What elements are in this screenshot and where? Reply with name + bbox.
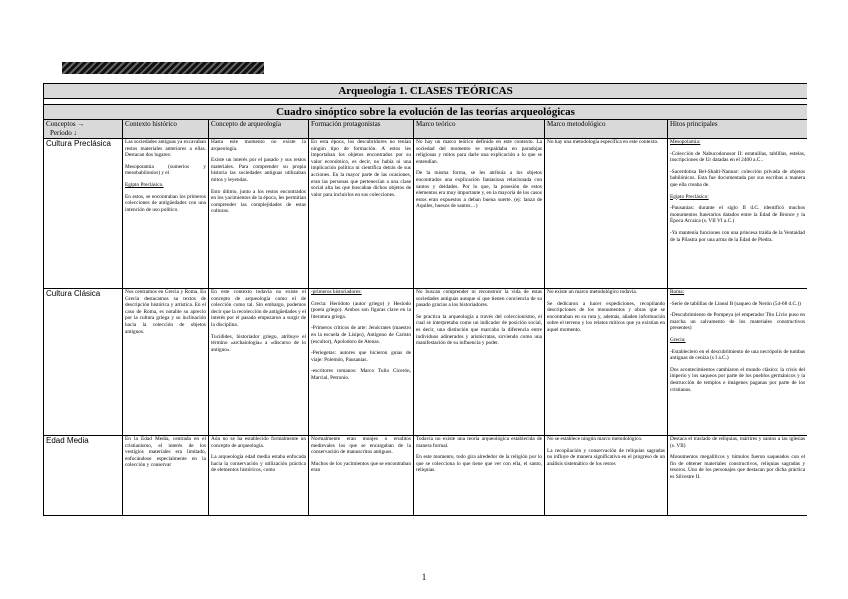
- cell-paragraph: La recopilación y conservación de reliquias sagradas no influye de manera significativa en el progreso de un análisis sistemático de los restos: [547, 447, 665, 467]
- conceptos-label: Conceptos →: [46, 120, 85, 128]
- cell-paragraph: No buscan comprender ni reconstruir la vida de estas sociedades antiguas aunque sí que tienen conciencia de su pasado gracias a los historiadores.: [416, 289, 542, 309]
- table-cell: [545, 289, 668, 436]
- column-header: Marco teórico: [414, 120, 545, 139]
- table-cell: [414, 139, 545, 289]
- cell-paragraph: Muchos de los yacimientos que se encontraban eran: [311, 460, 411, 474]
- cell-paragraph: Destaca el traslado de reliquias, mártires y santos a las iglesias (s. VII): [670, 436, 806, 449]
- cell-paragraph: -Ya mantenía funciones con una princesa traída de la Ventaidad de la Pilastra por una arma de la Edad de Piedra.: [670, 229, 806, 243]
- table-cell: [123, 139, 209, 289]
- page-number: 1: [421, 572, 427, 582]
- table-cell: [309, 289, 414, 436]
- table-cell: [668, 289, 808, 436]
- table-cell: [545, 139, 668, 289]
- table-subtitle: Cuadro sinóptico sobre la evolución de las teorías arqueológicas: [44, 105, 808, 120]
- cell-paragraph: -Descubrimiento de Pompeya (el emperador Tito Livio puso en marcha un salvamento de los materiales constructivos presentes): [670, 312, 806, 332]
- table-cell: [545, 436, 668, 516]
- corner-header: [44, 120, 123, 139]
- cell-paragraph: -Primeros críticos de arte: Jenócrates (maestro en la escuela de Lisipo), Antígono de Caristo (escultor), Apolodoro de Atenas.: [311, 325, 411, 345]
- cell-paragraph: Normalmente eran monjes o eruditos medievales los que se encargaban de la conservación de manuscritos antiguos.: [311, 436, 411, 456]
- table-cell: [309, 436, 414, 516]
- cell-paragraph: Esto último, junto a los restos encontrados en los yacimientos de la época, les permitían comprender las complejidades de estas culturas.: [211, 188, 306, 215]
- cell-paragraph: Se practica la arqueología a través del coleccionismo, el cual se interpretaba como un indicador de posición social, es decir, una distinción que marcaba la diferencia entre individuos adinerados y aristócratas, sirviendo como una manifestación de su influencia y poder.: [416, 313, 542, 347]
- cell-paragraph: Mesopotamia:: [670, 139, 701, 145]
- table-cell: [209, 139, 309, 289]
- cell-paragraph: No hay una metodología específica en este contexto.: [547, 139, 659, 145]
- cell-paragraph: -primeros historiadores:: [311, 289, 362, 295]
- table-cell: [668, 436, 808, 516]
- period-label: Cultura Clásica: [44, 289, 123, 436]
- cell-paragraph: La arqueología edad media estaba enfocada hacia la conservación y utilización práctica de elementos históricos, como: [211, 454, 306, 474]
- cell-paragraph: -escritores romanos: Marco Tulio Cicerón, Marcial, Petronio.: [311, 368, 411, 381]
- cell-paragraph: No hay un marco teórico definido en este contexto. La sociedad del momento se respaldaba en paradojas religiosas y mitos para darle una explicación a lo que se entendían.: [416, 139, 542, 165]
- cell-paragraph: No existe un marco metodológico todavía.: [547, 289, 638, 295]
- column-header: Marco metodológico: [545, 120, 668, 139]
- periodo-label: Período ↓: [50, 129, 78, 137]
- table-cell: [414, 436, 545, 516]
- column-header: Formación protagonistas: [309, 120, 414, 139]
- table-cell: [209, 289, 309, 436]
- column-header-row: [44, 120, 808, 139]
- document-title: Arqueología 1. CLASES TEÓRICAS: [44, 84, 808, 99]
- cell-paragraph: Egipto Preclásico.: [125, 181, 164, 188]
- cell-paragraph: Dos acontecimientos cambiaron el mundo clásico: la crisis del imperio y los saqueos por parte de los pueblos germánicos y la destrucción de templos e imágenes paganas por parte de los cristianos.: [670, 366, 806, 393]
- table-cell: [209, 436, 309, 516]
- cell-paragraph: Roma:: [670, 289, 685, 295]
- period-label: Edad Media: [44, 436, 123, 516]
- cell-paragraph: Las sociedades antiguas ya excavaban restos materiales anteriores a ellas. Destacan dos lugares:: [125, 139, 206, 159]
- cell-paragraph: -Pausanias: durante el siglo II d.C. identificó muchos monumentos funerarios datados entre la Edad de Bronce y la Época Arcaica (s. VII VI a.C.): [670, 205, 806, 225]
- cell-paragraph: Egipto Preclásico:: [670, 193, 709, 200]
- column-header: Hitos principales: [668, 120, 808, 139]
- table-row: [44, 139, 808, 289]
- cell-paragraph: Se dedicaron a hacer expediciones, recopilando descripciones de los monumentos y obras que se encontraban en su ruta y, además, añaden información sobre el terreno y los relatos míticos que ya existían en aquel momento.: [547, 300, 665, 333]
- cell-paragraph: En estos, se encontraban los primeros colecciones de antigüedades con una intención de uso político.: [125, 193, 206, 213]
- cell-paragraph: En esta época, los descubridores no tenían ningún tipo de formación. A estos les importaban los objetos encontrados por su valor económico, es decir, no había ni una implicación política ni científica detrás de sus acciones. En la mayor parte de las ocasiones, eran las personas que pertenecían a una clase social alta las que buscaban dichos objetos de valor para incluirlos en sus colecciones.: [311, 139, 411, 198]
- cell-paragraph: No se establece ningún marco metodológico.: [547, 436, 643, 442]
- table-cell: [414, 289, 545, 436]
- cell-paragraph: Aún no se ha establecido formalmente un concepto de arqueología.: [211, 436, 306, 449]
- cell-paragraph: -Periegetas: autores que hicieron guías de viaje: Polemón, Pausanias.: [311, 350, 411, 363]
- period-label: Cultura Preclásica: [44, 139, 123, 289]
- cell-paragraph: En este contexto todavía no existe el concepto de arqueología como el de colección como tal. Sin embargo, podemos decir que la recolección de antigüedades y el interés por el pasado empezaron a surgir de la disciplina.: [211, 289, 306, 328]
- synoptic-table: [43, 83, 807, 516]
- redacted-header-text: [62, 62, 264, 74]
- synoptic-table-container: [43, 83, 807, 557]
- table-cell: [309, 139, 414, 289]
- cell-paragraph: Monumentos megalíticos y túmulos fueron saqueados con el fin de obtener materiales constructivos, reliquias sagradas y tesoros. Uno de los personajes que destacan por dicha práctica es Silvestre II.: [670, 454, 806, 480]
- table-cell: [123, 289, 209, 436]
- cell-paragraph: En este momento, todo gira alrededor de la religión por lo que se colecciona lo que tiene que ver con ella, el santo, reliquias.: [416, 454, 542, 474]
- column-header: Concepto de arqueología: [209, 120, 309, 139]
- cell-paragraph: En la Edad Media, centrada en el cristianismo, el interés de los vestigios materiales era limitado, enfocándose especialmente en la colección y conservar: [125, 436, 206, 469]
- cell-paragraph: Tucídides, historiador griego, atribuye el término «archaiologia» a «discurso de lo antiguo».: [211, 333, 306, 353]
- cell-paragraph: De la misma forma, se les atribuía a los objetos encontrados una explicación fantasiosa relacionada con santos y deidades. Por lo que, la posesión de estos elementos era muy importante y, en la mayoría de los casos estos eran expuestos a deban buena suerte. (ej: lanza de Aquiles, huesos de santos…): [416, 170, 543, 210]
- cell-paragraph: Grecia: Heródoto (autor griego) y Hesíodo (poeta griego). Ambos son figuras clave en la literatura griega.: [311, 300, 411, 320]
- table-row: [44, 289, 808, 436]
- cell-paragraph: -Estableciero en el descubrimiento de una necrópolis de tumbas antiguas de ceniza (s I a.C.): [670, 348, 806, 362]
- cell-paragraph: -Serie de tablillas de Lineal B (saqueo de Nerón (54-68 d.C.)): [670, 300, 801, 307]
- table-row: [44, 436, 808, 516]
- cell-paragraph: Mesopotamia (sumerios y mesobabilonios) y el: [125, 163, 206, 177]
- cell-paragraph: Nos centramos en Grecia y Roma. En Grecia destacamos su textos de descripción histórica y artística. En el caso de Roma, es notable su aprecio por la cultura griega y su inclinación hacia la colección de objetos antiguos.: [125, 289, 206, 335]
- cell-paragraph: Todavía no existe una teoría arqueológica establecida de manera formal.: [416, 436, 542, 449]
- table-cell: [668, 139, 808, 289]
- cell-paragraph: Hasta este momento no existe la arqueología.: [211, 139, 306, 152]
- cell-paragraph: Grecia:: [670, 336, 686, 343]
- cell-paragraph: Existe un interés por el pasado y sus restos materiales. Para comprender su propia historia las sociedades antiguas utilizaban mitos y leyendas.: [211, 157, 306, 183]
- column-header: Contexto histórico: [123, 120, 209, 139]
- cell-paragraph: -Sacerdotisa Bel-Shalti-Nannar: colección privada de objetos babilónicos. Esta fue documentada por sus escribas a manera que ella creaba de.: [670, 168, 806, 188]
- table-cell: [123, 436, 209, 516]
- cell-paragraph: -Colección de Nabucodonosor II: estatuillas, tablillas, estelas, inscripciones de Ur datadas en el 2400 a.C..: [670, 150, 806, 164]
